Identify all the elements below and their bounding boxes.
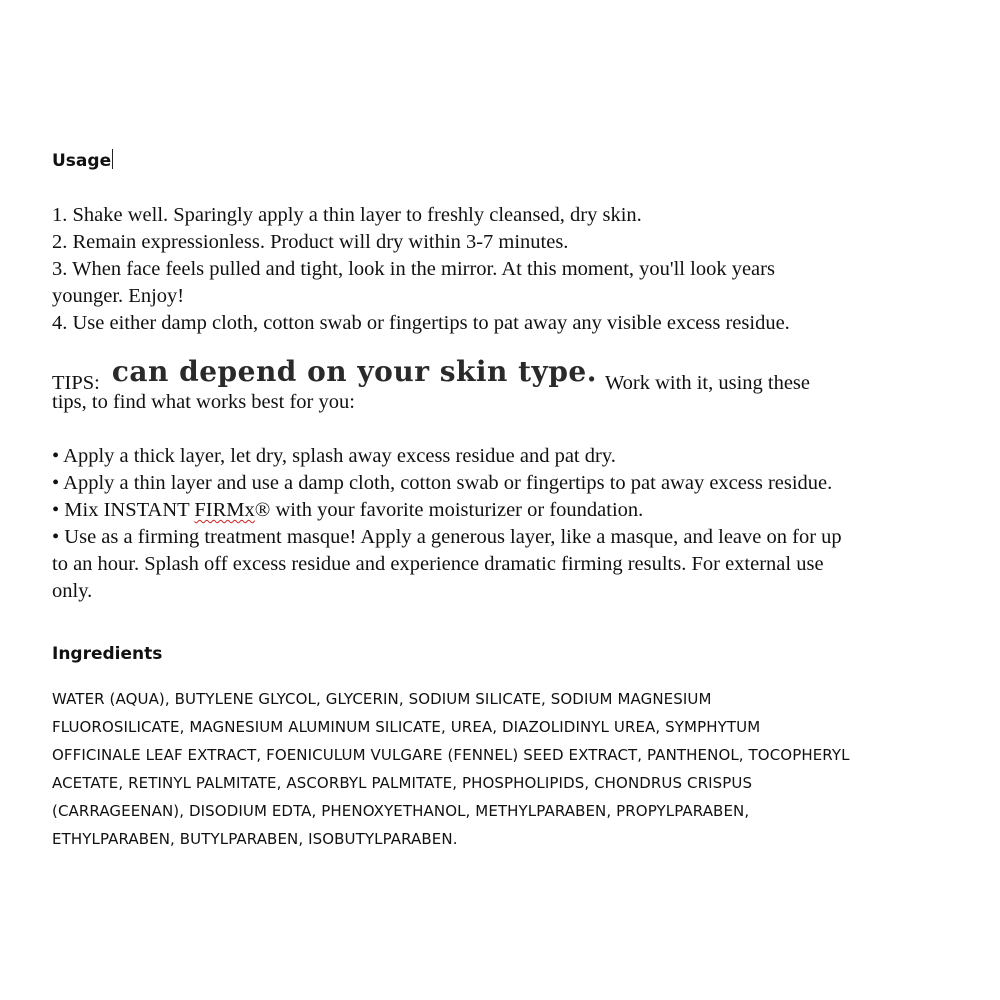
usage-step-line: 1. Shake well. Sparingly apply a thin layer to freshly cleansed, dry skin. bbox=[52, 204, 642, 226]
bullet-line bbox=[52, 497, 952, 524]
bullet-line: • Apply a thick layer, let dry, splash away excess residue and pat dry. bbox=[52, 445, 616, 467]
bullet-line: • Apply a thin layer and use a damp cloth, cotton swab or fingertips to pat away excess residue. bbox=[52, 472, 833, 494]
ingredients-list bbox=[52, 685, 952, 853]
document-page bbox=[52, 146, 952, 853]
tips-bullets bbox=[52, 443, 952, 605]
tips-first-line bbox=[52, 351, 952, 393]
tips-paragraph bbox=[52, 351, 952, 416]
usage-steps bbox=[52, 202, 952, 337]
bullet-line: • Use as a firming treatment masque! Apply a generous layer, like a masque, and leave on for up bbox=[52, 526, 842, 548]
tips-label: TIPS: bbox=[52, 372, 100, 394]
tips-highlight-text: can depend on your skin type. bbox=[111, 355, 597, 388]
text-cursor bbox=[112, 149, 113, 169]
ingredients-line: OFFICINALE LEAF EXTRACT, FOENICULUM VULGARE (FENNEL) SEED EXTRACT, PANTHENOL, TOCOPHERYL bbox=[52, 746, 850, 764]
usage-heading-text: Usage bbox=[52, 151, 112, 171]
ingredients-line: ETHYLPARABEN, BUTYLPARABEN, ISOBUTYLPARABEN. bbox=[52, 830, 458, 848]
usage-heading bbox=[52, 146, 952, 176]
bullet-line: only. bbox=[52, 580, 93, 602]
bullet-line: to an hour. Splash off excess residue and experience dramatic firming results. For external use bbox=[52, 553, 824, 575]
ingredients-line: WATER (AQUA), BUTYLENE GLYCOL, GLYCERIN, SODIUM SILICATE, SODIUM MAGNESIUM bbox=[52, 690, 712, 708]
brand-name-misspelled: FIRMx bbox=[194, 499, 255, 521]
tips-first-line-rest: Work with it, using these bbox=[604, 372, 811, 394]
ingredients-line: FLUOROSILICATE, MAGNESIUM ALUMINUM SILICATE, UREA, DIAZOLIDINYL UREA, SYMPHYTUM bbox=[52, 718, 761, 736]
ingredients-heading: Ingredients bbox=[52, 644, 163, 664]
bullet-line-end: ® with your favorite moisturizer or foundation. bbox=[254, 499, 644, 521]
usage-step-line: 3. When face feels pulled and tight, look in the mirror. At this moment, you'll look years bbox=[52, 258, 775, 280]
ingredients-line: ACETATE, RETINYL PALMITATE, ASCORBYL PALMITATE, PHOSPHOLIPIDS, CHONDRUS CRISPUS bbox=[52, 774, 753, 792]
tips-second-line: tips, to find what works best for you: bbox=[52, 391, 355, 413]
usage-step-line: 2. Remain expressionless. Product will dry within 3-7 minutes. bbox=[52, 231, 569, 253]
usage-step-line: 4. Use either damp cloth, cotton swab or fingertips to pat away any visible excess residue. bbox=[52, 312, 790, 334]
usage-step-line: younger. Enjoy! bbox=[52, 285, 185, 307]
ingredients-line: (CARRAGEENAN), DISODIUM EDTA, PHENOXYETHANOL, METHYLPARABEN, PROPYLPARABEN, bbox=[52, 802, 750, 820]
bullet-line-start: • Mix INSTANT bbox=[52, 499, 195, 521]
